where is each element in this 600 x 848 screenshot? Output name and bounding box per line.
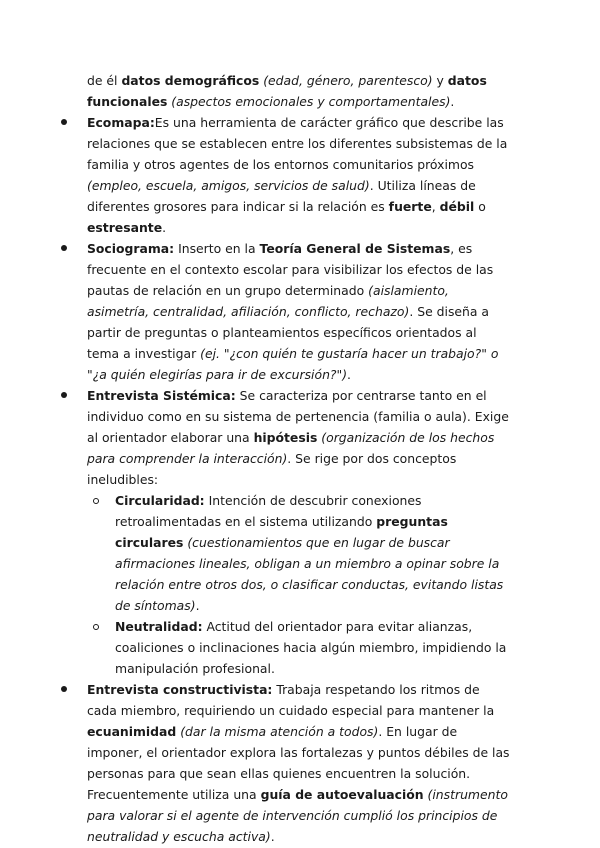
term-neutralidad: Neutralidad: xyxy=(115,619,203,634)
continuation-paragraph: de él datos demográficos (edad, género, parentesco) y datos funcionales (aspectos emocionales y comportamentales). xyxy=(87,73,487,109)
hollow-bullet-icon xyxy=(93,498,99,504)
list-item-entrevista-constructivista: Entrevista constructivista: Trabaja respetando los ritmos de cada miembro, requiriendo un cuidado especial para mantener la ecuanimidad (dar la misma atención a todos). En lugar de imponer, el orientador explora las fortalezas y puntos débiles de las personas para que sean ellas quienes encuentren la solución. Frecuentemente utiliza una guía de autoevaluación (instrumento para valorar si el agente de intervención cumplió los principios de neutralidad y escucha activa). xyxy=(87,679,512,847)
term-entrevista-constructivista: Entrevista constructivista: xyxy=(87,682,273,697)
list-item-sociograma: Sociograma: Inserto en la Teoría General de Sistemas, es frecuente en el contexto escolar para visibilizar los efectos de las pautas de relación en un grupo determinado (aislamiento, asimetría, centralidad, afiliación, conflicto, rechazo). Se diseña a partir de preguntas o planteamientos específicos orientados al tema a investigar (ej. "¿con quién te gustaría hacer un trabajo?" o "¿a quién elegirías para ir de excursión?"). xyxy=(87,238,512,385)
bullet-icon xyxy=(61,392,67,398)
bullet-icon xyxy=(61,245,67,251)
bullet-icon xyxy=(61,686,67,692)
sub-item-circularidad: Circularidad: Intención de descubrir conexiones retroalimentadas en el sistema utilizando preguntas circulares (cuestionamientos que en lugar de buscar afirmaciones lineales, obligan a un miembro a opinar sobre la relación entre otros dos, o clasificar conductas, evitando listas de síntomas). xyxy=(115,490,512,616)
term-ecomapa: Ecomapa: xyxy=(87,115,155,130)
list-item-ecomapa: Ecomapa:Es una herramienta de carácter gráfico que describe las relaciones que se establecen entre los diferentes subsistemas de la familia y otros agentes de los entornos comunitarios próximos (empleo, escuela, amigos, servicios de salud). Utiliza líneas de diferentes grosores para indicar si la relación es fuerte, débil o estresante. xyxy=(87,112,512,238)
bullet-icon xyxy=(61,119,67,125)
sub-item-neutralidad: Neutralidad: Actitud del orientador para evitar alianzas, coaliciones o inclinaciones hacia algún miembro, impidiendo la manipulación profesional. xyxy=(115,616,512,679)
list-item-entrevista-sistemica: Entrevista Sistémica: Se caracteriza por centrarse tanto en el individuo como en su sistema de pertenencia (familia o aula). Exige al orientador elaborar una hipótesis (organización de los hechos para comprender la interacción). Se rige por dos conceptos ineludibles: xyxy=(87,385,512,490)
term-sociograma: Sociograma: xyxy=(87,241,175,256)
document-page xyxy=(0,70,600,847)
term-circularidad: Circularidad: xyxy=(115,493,205,508)
hollow-bullet-icon xyxy=(93,624,99,630)
term-entrevista-sistemica: Entrevista Sistémica: xyxy=(87,388,236,403)
